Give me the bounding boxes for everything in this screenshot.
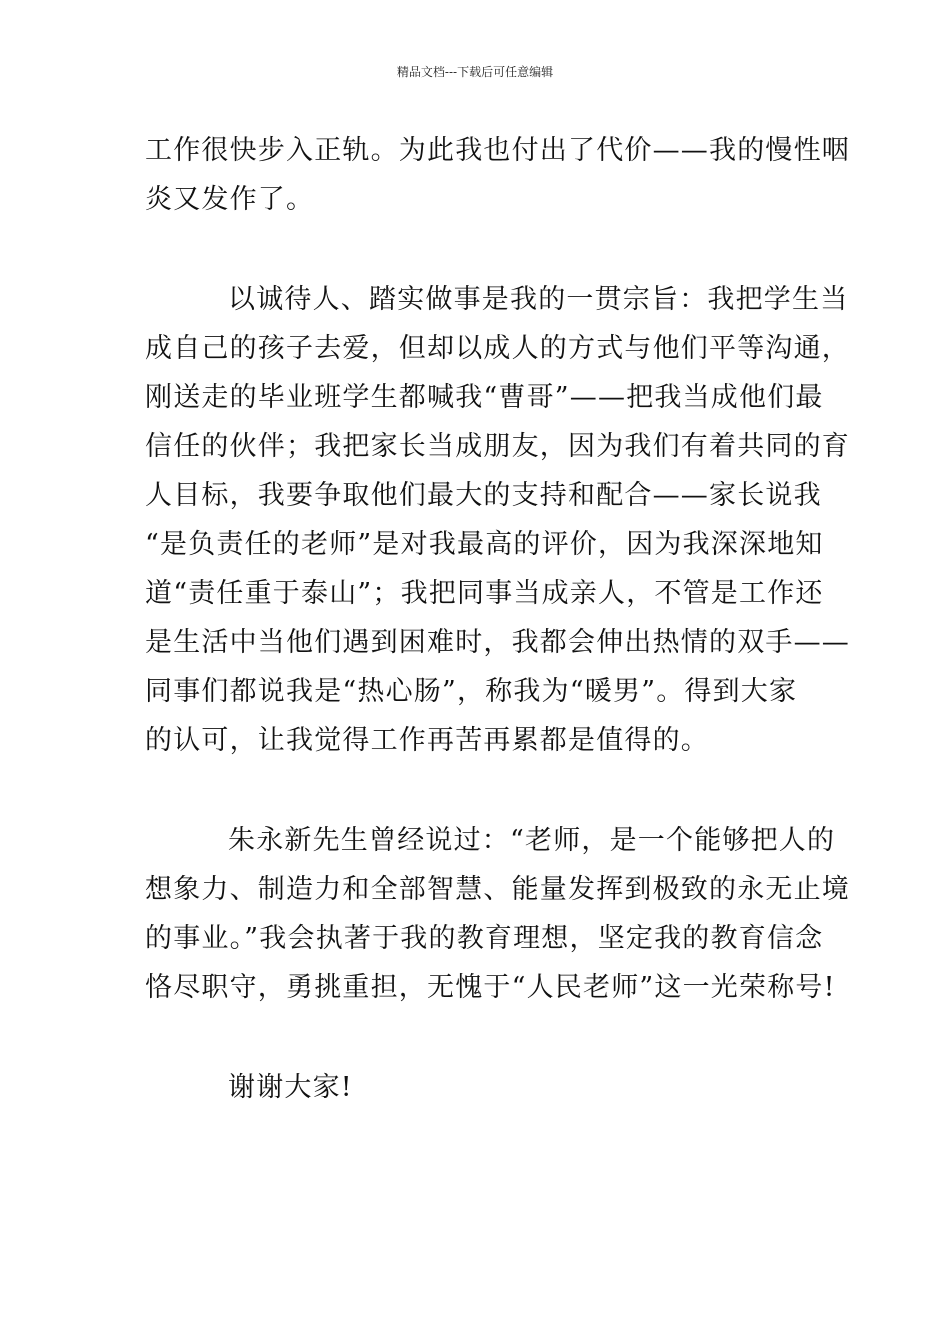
paragraph-1: [145, 126, 850, 224]
closing-line: 谢谢大家!: [228, 1072, 353, 1103]
text-line: 同事们都说我是“热心肠”，称我为“暖男”。得到大家: [145, 676, 798, 707]
text-line: 人目标，我要争取他们最大的支持和配合——家长说我: [145, 480, 822, 511]
page-header: 精品文档---下载后可任意编辑: [396, 65, 554, 79]
text-line: 的事业。”我会执著于我的教育理想，坚定我的教育信念: [145, 923, 824, 954]
paragraph-4: [145, 1063, 809, 1112]
text-line: 的认可，让我觉得工作再苦再累都是值得的。: [145, 725, 709, 756]
text-line: “是负责任的老师”是对我最高的评价，因为我深深地知: [145, 529, 824, 560]
text-line: 刚送走的毕业班学生都喊我“曹哥”——把我当成他们最: [145, 382, 824, 413]
paragraph-2: [145, 275, 850, 765]
text-line: 是生活中当他们遇到困难时，我都会伸出热情的双手——: [145, 627, 850, 658]
text-line: 以诚待人、踏实做事是我的一贯宗旨：我把学生当: [228, 284, 849, 315]
text-line: 恪尽职守，勇挑重担，无愧于“人民老师”这一光荣称号!: [145, 972, 836, 1003]
text-line: 成自己的孩子去爱，但却以成人的方式与他们平等沟通，: [145, 333, 850, 364]
text-line: 信任的伙伴；我把家长当成朋友，因为我们有着共同的育: [145, 431, 850, 462]
text-line: 道“责任重于泰山”；我把同事当成亲人，不管是工作还: [145, 578, 824, 609]
text-line: 朱永新先生曾经说过：“老师，是一个能够把人的: [228, 825, 836, 856]
text-line: 想象力、制造力和全部智慧、能量发挥到极致的永无止境: [145, 874, 850, 905]
text-line: 炎又发作了。: [145, 184, 315, 215]
paragraph-3: [145, 816, 850, 1012]
document-body: [145, 126, 850, 1112]
text-line: 工作很快步入正轨。为此我也付出了代价——我的慢性咽: [145, 135, 850, 166]
